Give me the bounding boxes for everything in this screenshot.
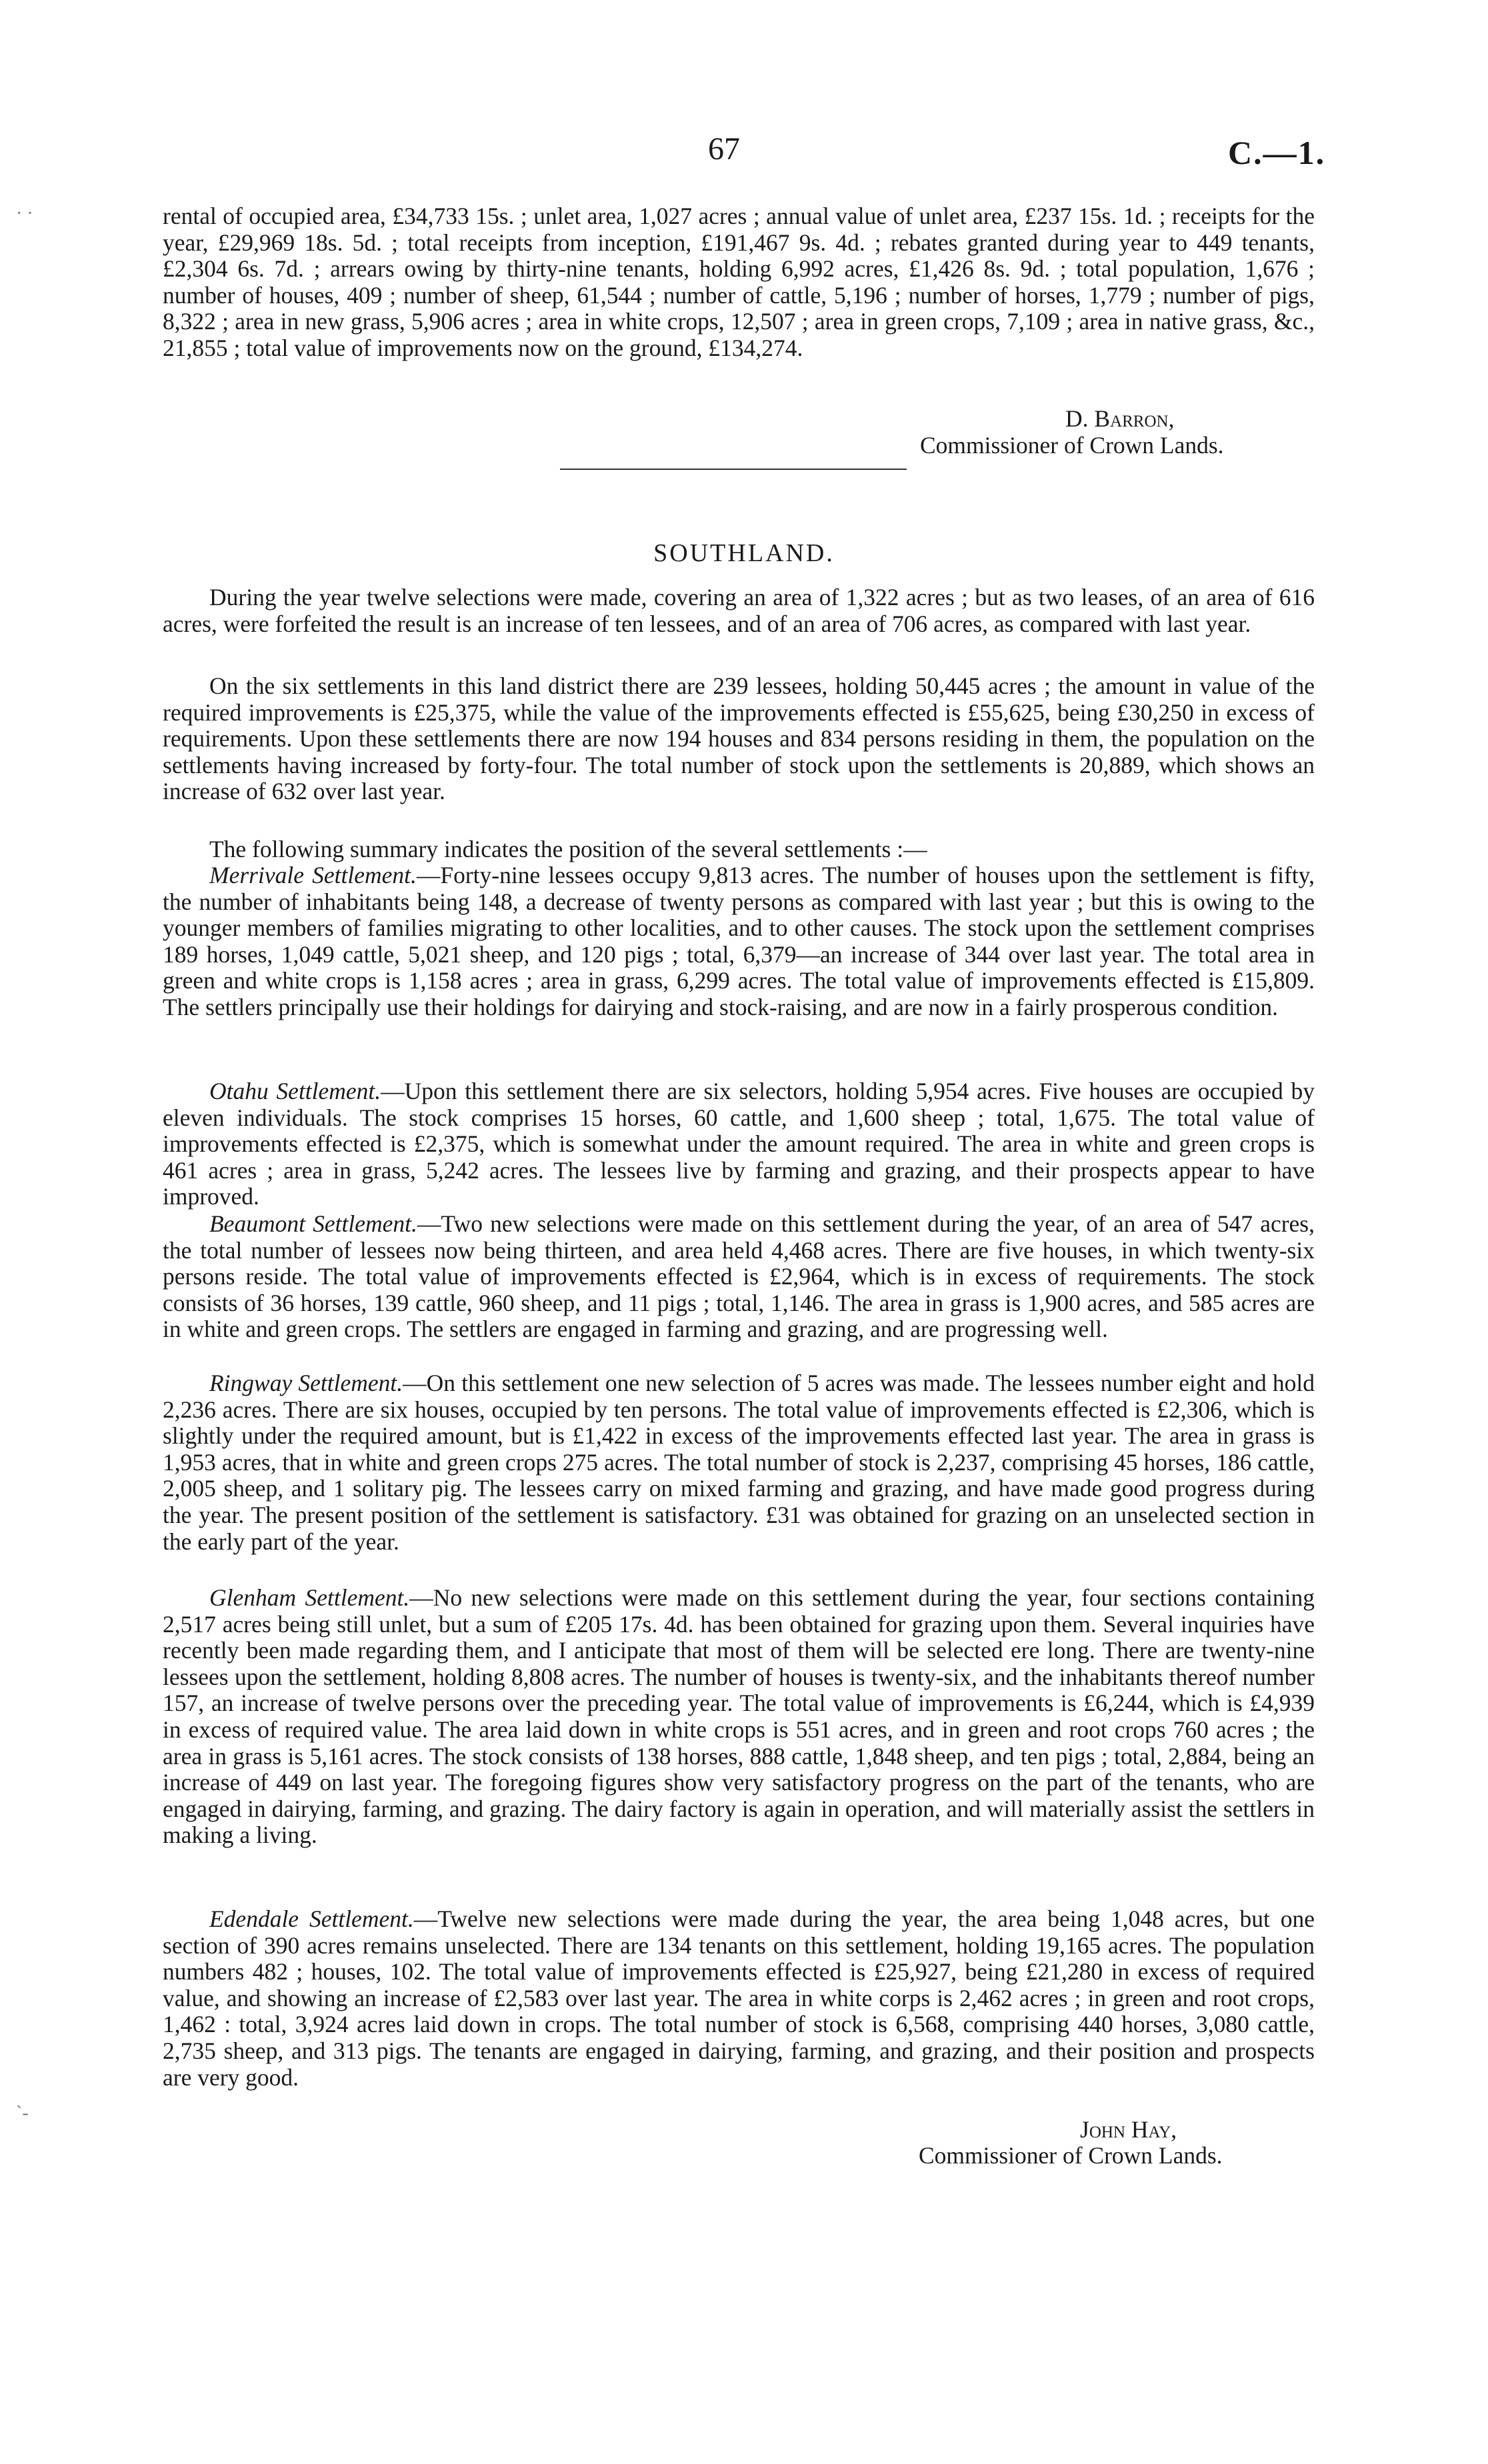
document-reference: C.—1. — [1228, 134, 1326, 171]
settlement-name: Ringway Settlement. — [209, 1370, 403, 1396]
settlement-ringway — [163, 1370, 1315, 1555]
margin-mark: `‐ — [16, 2103, 29, 2123]
intro-paragraph: rental of occupied area, £34,733 15s. ; unlet area, 1,027 acres ; annual value of unlet area, £237 15s. 1d. ; receipts for the year, £29,969 18s. 5d. ; total receipts from inception, £191,467 9s. 4d. ; rebates granted during year to 449 tenants, £2,304 6s. 7d. ; arrears owing by thirty-nine tenants, holding 6,992 acres, £1,426 8s. 9d. ; total population, 1,676 ; number of houses, 409 ; number of sheep, 61,544 ; number of cattle, 5,196 ; number of horses, 1,779 ; number of pigs, 8,322 ; area in new grass, 5,906 acres ; area in white crops, 12,507 ; area in green crops, 7,109 ; area in native grass, &c., 21,855 ; total value of improvements now on the ground, £134,274. — [163, 203, 1315, 361]
page-number: 67 — [708, 131, 740, 167]
settlement-name: Otahu Settlement. — [209, 1078, 381, 1104]
settlement-merrivale — [163, 862, 1315, 1021]
margin-mark: · · — [16, 203, 33, 224]
signature-name-text: John Hay, — [1080, 2116, 1177, 2143]
settlement-text: —No new selections were made on this settlement during the year, four sections containing 2,517 acres being still unlet, but a sum of £205 17s. 4d. has been obtained for grazing upon them. Several inquiries have recently been made regarding them, and I anticipate that most of them will be selected ere long. There are twenty-nine lessees upon the settlement, holding 8,808 acres. The number of houses is twenty-six, and the inhabitants thereof number 157, an increase of twelve persons over the preceding year. The total value of improvements is £6,244, which is £4,939 in excess of required value. The area laid down in white crops is 551 acres, and in green and root crops 760 acres ; the area in grass is 5,161 acres. The stock consists of 138 horses, 888 cattle, 1,848 sheep, and ten pigs ; total, 2,884, being an increase of 449 on last year. The foregoing figures show very satisfactory progress on the part of the tenants, who are engaged in dairying, farming, and grazing. The dairy factory is again in operation, and will materially assist the settlers in making a living. — [163, 1584, 1315, 1849]
settlement-beaumont — [163, 1211, 1315, 1343]
signature-title-barron: Commissioner of Crown Lands. — [920, 432, 1224, 459]
section-divider — [560, 469, 907, 470]
settlement-otahu — [163, 1078, 1315, 1210]
settlement-glenham — [163, 1585, 1315, 1849]
settlement-edendale — [163, 1906, 1315, 2091]
signature-name-barron — [1065, 405, 1174, 432]
settlement-text: —Forty-nine lessees occupy 9,813 acres. The number of houses upon the settlement is fifty, the number of inhabitants being 148, a decrease of twenty persons as compared with last year ; but this is owing to the younger members of families migrating to other localities, and to other causes. The stock upon the settlement comprises 189 horses, 1,049 cattle, 5,021 sheep, and 120 pigs ; total, 6,379—an increase of 344 over last year. The total area in green and white crops is 1,158 acres ; area in grass, 6,299 acres. The total value of improvements effected is £15,809. The settlers principally use their holdings for dairying and stock-raising, and are now in a fairly prosperous condition. — [163, 862, 1315, 1020]
settlement-text: —Twelve new selections were made during the year, the area being 1,048 acres, but one section of 390 acres remains unselected. There are 134 tenants on this settlement, holding 19,165 acres. The population numbers 482 ; houses, 102. The total value of improvements effected is £25,927, being £21,280 in excess of required value, and showing an increase of £2,583 over last year. The area in white corps is 2,462 acres ; in green and root crops, 1,462 : total, 3,924 acres laid down in crops. The total number of stock is 6,568, comprising 440 horses, 3,080 cattle, 2,735 sheep, and 313 pigs. The tenants are engaged in dairying, farming, and grazing, and their position and prospects are very good. — [163, 1905, 1315, 2091]
paragraph-2: On the six settlements in this land district there are 239 lessees, holding 50,445 acres ; the amount in value of the required improvements is £25,375, while the value of the improvements effected is £55,625, being £30,250 in excess of requirements. Upon these settlements there are now 194 houses and 834 persons residing in them, the population on the settlements having increased by forty-four. The total number of stock upon the settlements is 20,889, which shows an increase of 632 over last year. — [163, 672, 1315, 805]
settlement-name: Beaumont Settlement. — [209, 1210, 417, 1237]
paragraph-3: The following summary indicates the position of the several settlements :— — [209, 836, 927, 862]
settlement-text: —Two new selections were made on this settlement during the year, of an area of 547 acres, the total number of lessees now being thirteen, and area held 4,468 acres. There are five houses, in which twenty-six persons reside. The total value of improvements effected is £2,964, which is in excess of requirements. The stock consists of 36 horses, 139 cattle, 960 sheep, and 11 pigs ; total, 1,146. The area in grass is 1,900 acres, and 585 acres are in white and green crops. The settlers are engaged in farming and grazing, and are progressing well. — [163, 1210, 1315, 1343]
settlement-name: Merrivale Settlement. — [209, 862, 417, 888]
signature-title-hay: Commissioner of Crown Lands. — [919, 2142, 1223, 2169]
signature-name-hay — [1080, 2116, 1177, 2143]
paragraph-1: During the year twelve selections were made, covering an area of 1,322 acres ; but as two leases, of an area of 616 acres, were forfeited the result is an increase of ten lessees, and of an area of 706 acres, as compared with last year. — [163, 584, 1315, 637]
settlement-name: Edendale Settlement. — [209, 1905, 414, 1932]
section-heading: SOUTHLAND. — [653, 539, 835, 567]
settlement-text: —On this settlement one new selection of 5 acres was made. The lessees number eight and hold 2,236 acres. There are six houses, occupied by ten persons. The total value of improvements effected is £2,306, which is slightly under the required amount, but is £1,422 in excess of the improvements effected last year. The area in grass is 1,953 acres, that in white and green crops 275 acres. The total number of stock is 2,237, comprising 45 horses, 186 cattle, 2,005 sheep, and 1 solitary pig. The lessees carry on mixed farming and grazing, and have made good progress during the year. The present position of the settlement is satisfactory. £31 was obtained for grazing on an unselected section in the early part of the year. — [163, 1370, 1315, 1555]
settlement-text: —Upon this settlement there are six selectors, holding 5,954 acres. Five houses are occupied by eleven individuals. The stock comprises 15 horses, 60 cattle, and 1,600 sheep ; total, 1,675. The total value of improvements effected is £2,375, which is somewhat under the amount required. The area in white and green crops is 461 acres ; area in grass, 5,242 acres. The lessees live by farming and grazing, and their prospects appear to have improved. — [163, 1078, 1315, 1210]
signature-name-text: D. Barron, — [1065, 405, 1175, 432]
settlement-name: Glenham Settlement. — [209, 1584, 410, 1611]
